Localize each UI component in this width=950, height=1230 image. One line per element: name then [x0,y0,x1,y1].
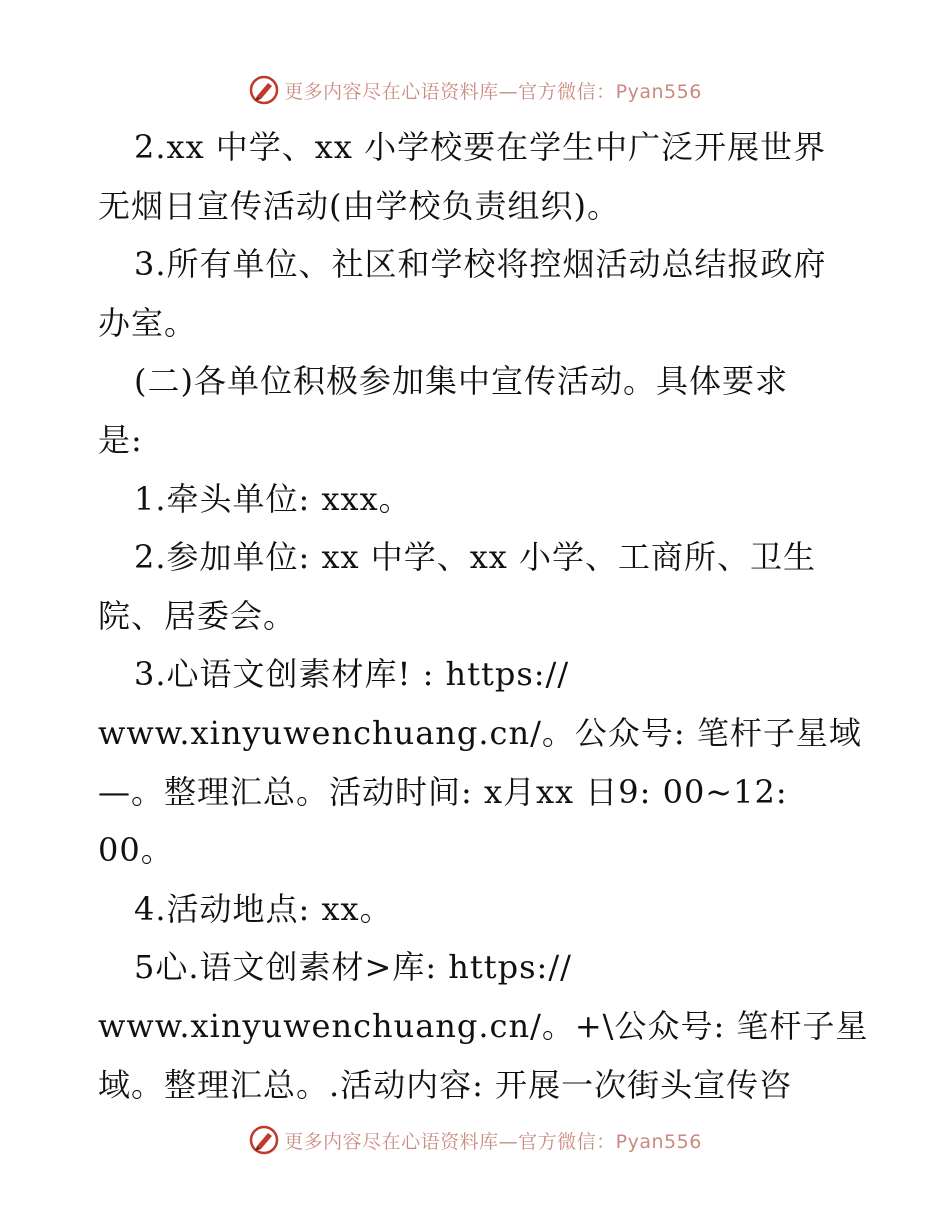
pen-logo-icon [248,74,280,106]
body-line: 1.牵头单位: xxx。 [134,479,412,518]
header-banner-text: 更多内容尽在心语资料库—官方微信：Pyan556 [284,80,702,103]
body-line: www.xinyuwenchuang.cn/。公众号: 笔杆子星域 [98,713,862,752]
body-line: www.xinyuwenchuang.cn/。+\公众号: 笔杆子星 [98,1006,869,1045]
body-line: 院、居委会。 [98,596,297,635]
body-line: 5心.语文创素材>库: https:// [134,948,572,987]
body-line: 3.心语文创素材库! : https:// [134,655,570,694]
body-line: 4.活动地点: xx。 [134,889,393,928]
body-line: 域。整理汇总。.活动内容: 开展一次街头宣传咨 [98,1065,793,1104]
body-line: (二)各单位积极参加集中宣传活动。具体要求 [134,362,788,401]
body-line: 00。 [98,831,174,870]
body-line: 是: [98,420,143,459]
pen-logo-icon [248,1124,280,1156]
body-line: 无烟日宣传活动(由学校负责组织)。 [98,186,620,225]
body-line: 2.xx 中学、xx 小学校要在学生中广泛开展世界 [134,128,827,166]
document-body [98,118,869,1114]
body-line: 3.所有单位、社区和学校将控烟活动总结报政府 [134,245,827,284]
header-banner [0,70,950,110]
footer-banner [0,1120,950,1160]
footer-banner-text: 更多内容尽在心语资料库—官方微信：Pyan556 [284,1130,702,1153]
body-line: 办室。 [98,303,198,342]
body-line: 2.参加单位: xx 中学、xx 小学、工商所、卫生 [134,538,817,577]
body-line: —。整理汇总。活动时间: x月xx 日9: 00~12: [98,772,788,811]
